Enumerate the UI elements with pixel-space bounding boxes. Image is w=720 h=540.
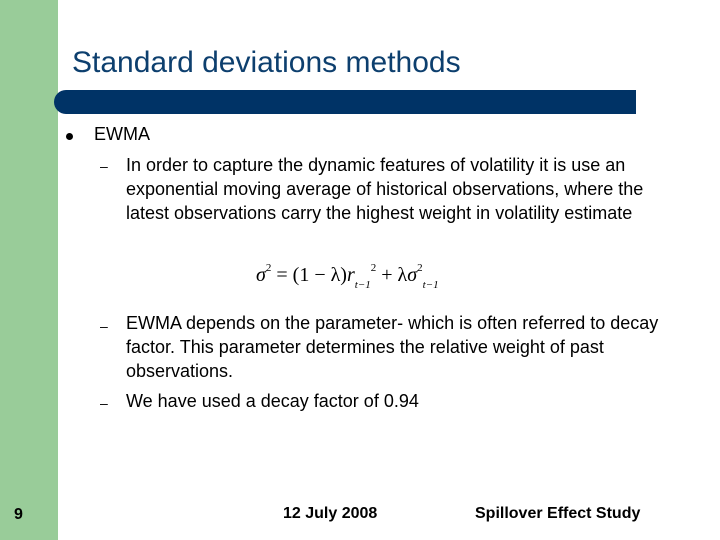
footer-date: 12 July 2008	[283, 505, 378, 522]
sub-point-3: We have used a decay factor of 0.94	[126, 391, 419, 411]
footer-title: Spillover Effect Study	[475, 505, 641, 522]
left-accent-bar	[0, 0, 58, 540]
formula-eq-part: = (1 − λ)	[276, 264, 347, 286]
formula-sigma: σ	[256, 264, 266, 286]
formula-sigma-2: σ	[407, 264, 418, 286]
formula-r: r	[346, 264, 355, 286]
sub-point-2: EWMA depends on the parameter- which is often referred to decay factor. This parameter determines the relative weight of past observations.	[126, 313, 659, 381]
formula-square-3: 2	[417, 262, 423, 274]
dash-marker: –	[100, 395, 108, 411]
title-underline-bar	[54, 90, 636, 114]
formula-square-2: 2	[370, 262, 377, 274]
ewma-formula	[256, 262, 439, 291]
formula-square-1: 2	[265, 262, 272, 274]
formula-sub-1: t−1	[354, 279, 371, 291]
formula-plus-lambda: + λ	[381, 264, 408, 286]
dash-marker: –	[100, 158, 108, 174]
sub-point-1: In order to capture the dynamic features of volatility it is use an exponential moving average of historical observations, where the latest observations carry the highest weight in volatility estimate	[126, 155, 644, 223]
slide-title: Standard deviations methods	[72, 46, 461, 79]
bullet-heading: EWMA	[94, 124, 150, 144]
bullet-icon	[66, 133, 73, 140]
formula-sub-2: t−1	[422, 279, 439, 291]
page-number: 9	[14, 506, 23, 523]
dash-marker: –	[100, 318, 108, 334]
